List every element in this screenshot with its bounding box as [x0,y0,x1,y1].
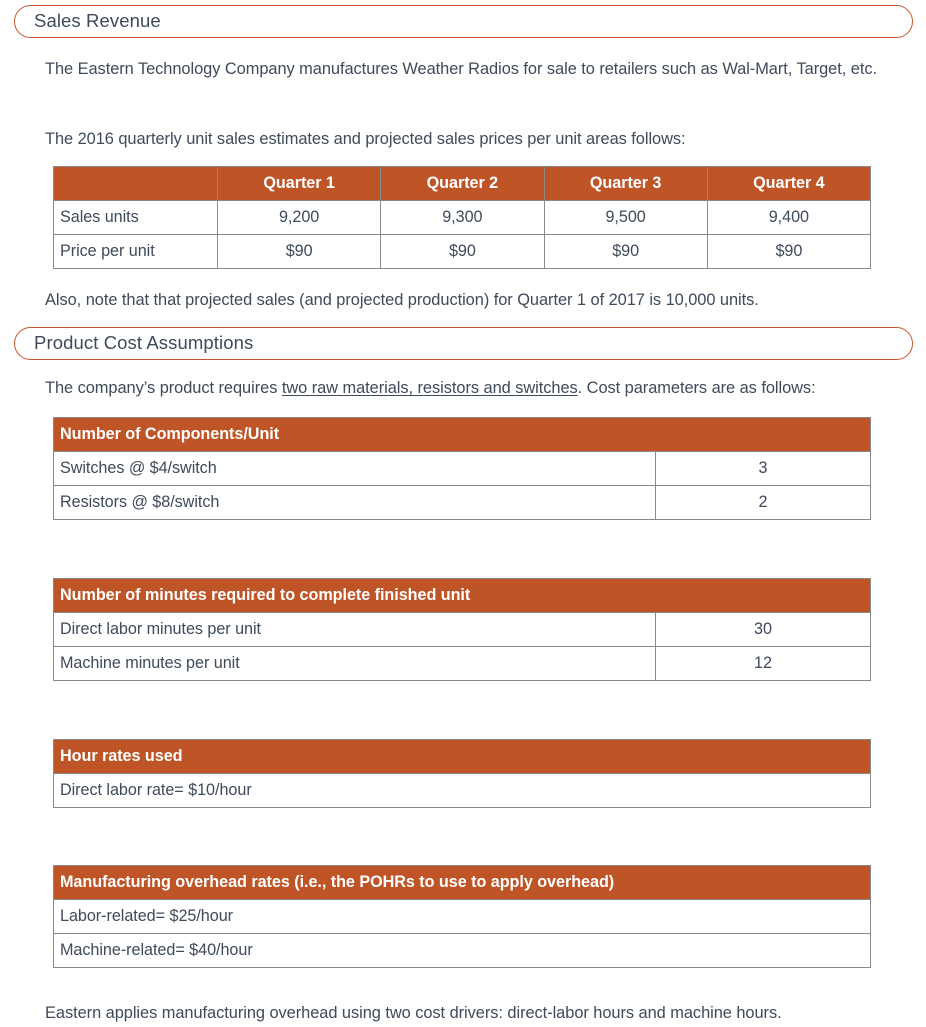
table-row [54,235,871,269]
column-header-quarter-1: Quarter 1 [218,167,381,201]
column-header-quarter-2: Quarter 2 [381,167,544,201]
column-header-quarter-4: Quarter 4 [707,167,870,201]
table-row [54,647,871,681]
cell-price-per-unit-q2: $90 [381,235,544,269]
cell-machine-minutes: 12 [656,647,871,681]
section-title-product-cost-assumptions: Product Cost Assumptions [34,332,254,354]
table-row [54,774,871,808]
components-per-unit-table [53,417,871,520]
cell-sales-units-q2: 9,300 [381,201,544,235]
quarterly-table-corner-cell [54,167,218,201]
cell-sales-units-q1: 9,200 [218,201,381,235]
components-table-header: Number of Components/Unit [54,418,871,452]
quarterly-sales-table [53,166,871,269]
sales-revenue-note-paragraph: Also, note that that projected sales (and projected production) for Quarter 1 of 2017 is 10,000 units. [45,291,759,309]
cell-resistors-count: 2 [656,486,871,520]
table-header-row [54,167,871,201]
table-row [54,486,871,520]
row-label-price-per-unit: Price per unit [54,235,218,269]
row-label-switches: Switches @ $4/switch [54,452,656,486]
cost-parameters-lead-paragraph [45,375,883,402]
table-row [54,201,871,235]
table-row [54,613,871,647]
row-label-labor-related-rate: Labor-related= $25/hour [54,900,871,934]
row-label-direct-labor-minutes: Direct labor minutes per unit [54,613,656,647]
table-row [54,900,871,934]
cell-direct-labor-minutes: 30 [656,613,871,647]
minutes-table-header: Number of minutes required to complete finished unit [54,579,871,613]
row-label-resistors: Resistors @ $8/switch [54,486,656,520]
cell-price-per-unit-q1: $90 [218,235,381,269]
lead-text-after: . Cost parameters are as follows: [577,379,816,397]
table-row [54,934,871,968]
cell-sales-units-q3: 9,500 [544,201,707,235]
row-label-direct-labor-rate: Direct labor rate= $10/hour [54,774,871,808]
minutes-per-unit-table [53,578,871,681]
cell-sales-units-q4: 9,400 [707,201,870,235]
hour-rates-table-header: Hour rates used [54,740,871,774]
row-label-sales-units: Sales units [54,201,218,235]
row-label-machine-related-rate: Machine-related= $40/hour [54,934,871,968]
section-title-sales-revenue: Sales Revenue [34,10,161,32]
quarterly-table-lead-paragraph: The 2016 quarterly unit sales estimates and projected sales prices per unit areas follows: [45,130,686,148]
sales-revenue-intro-paragraph: The Eastern Technology Company manufactures Weather Radios for sale to retailers such as Wal-Mart, Target, etc. [45,60,877,78]
column-header-quarter-3: Quarter 3 [544,167,707,201]
table-header-row [54,579,871,613]
lead-text-underlined: two raw materials, resistors and switches [281,379,578,397]
lead-text-before: The company’s product requires [45,379,282,397]
hour-rates-table [53,739,871,808]
section-header-product-cost-assumptions [14,327,913,360]
table-row [54,452,871,486]
section-header-sales-revenue [14,5,913,38]
table-header-row [54,740,871,774]
cell-price-per-unit-q4: $90 [707,235,870,269]
overhead-rates-table [53,865,871,968]
cell-price-per-unit-q3: $90 [544,235,707,269]
overhead-cost-drivers-paragraph: Eastern applies manufacturing overhead using two cost drivers: direct-labor hours and machine hours. [45,1004,782,1022]
cell-switches-count: 3 [656,452,871,486]
overhead-rates-table-header: Manufacturing overhead rates (i.e., the POHRs to use to apply overhead) [54,866,871,900]
row-label-machine-minutes: Machine minutes per unit [54,647,656,681]
table-header-row [54,866,871,900]
table-header-row [54,418,871,452]
